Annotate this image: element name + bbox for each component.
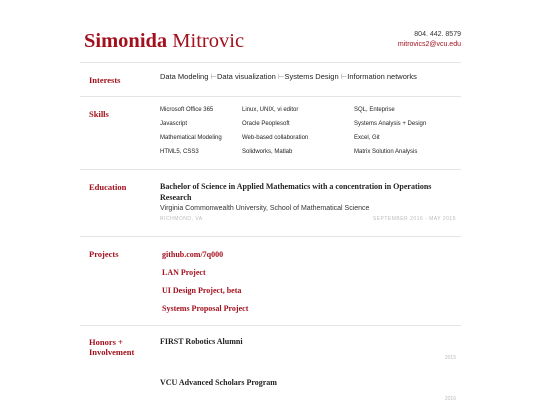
phone-number: 804. 442. 8579 <box>414 31 461 38</box>
skill-item: SQL, Enteprise <box>354 107 395 113</box>
contact-info <box>398 30 461 50</box>
skill-item: Microsoft Office 365 <box>160 107 214 113</box>
interests-section <box>80 62 461 96</box>
education-dates: SEPTEMBER 2016 - MAY 2015 <box>372 216 456 222</box>
honors-section <box>80 325 461 405</box>
honor-year: 2016 <box>444 396 456 402</box>
last-name: Mitrovic <box>172 30 245 52</box>
honor-year: 2015 <box>444 355 456 361</box>
project-link-systems-proposal[interactable]: Systems Proposal Project <box>162 304 249 313</box>
interest-item: Information networks <box>347 72 417 81</box>
project-link-lan[interactable]: LAN Project <box>162 268 206 277</box>
full-name <box>84 30 244 53</box>
skill-item: Oracle Peoplesoft <box>242 121 290 127</box>
skill-item: Solidworks, Matlab <box>242 149 293 155</box>
project-link-ui-design[interactable]: UI Design Project, beta <box>162 286 242 295</box>
interest-item: Systems Design <box>284 72 339 81</box>
skill-item: Systems Analysis + Design <box>354 121 427 127</box>
email-link[interactable]: mitrovics2@vcu.edu <box>397 41 461 48</box>
skill-item: Matrix Solution Analysis <box>354 149 418 155</box>
projects-title: Projects <box>89 249 119 259</box>
education-title: Education <box>89 182 127 192</box>
resume-header <box>84 30 461 60</box>
skill-item: Web-based collaboration <box>242 135 309 141</box>
honor-name: FIRST Robotics Alumni <box>160 337 243 346</box>
interests-title: Interests <box>89 75 121 85</box>
honors-title: Honors + Involvement <box>89 337 135 357</box>
honor-name: VCU Advanced Scholars Program <box>160 378 277 387</box>
skill-item: Mathematical Modeling <box>160 135 222 141</box>
skills-section <box>80 96 461 169</box>
skill-item: Javascript <box>160 121 188 127</box>
interest-item: Data visualization <box>217 72 276 81</box>
education-section <box>80 169 461 234</box>
interest-item: Data Modeling <box>160 72 209 81</box>
projects-section <box>80 236 461 324</box>
interest-separator: ⊢ <box>210 72 218 81</box>
first-name: Simonida <box>84 30 168 52</box>
school-location: RICHMOND, VA <box>160 216 203 222</box>
school-name: Virginia Commonwealth University, School of Mathematical Science <box>160 205 370 212</box>
interest-separator: ⊢ <box>340 72 348 81</box>
degree-title: Bachelor of Science in Applied Mathematics with a concentration in Operations Research <box>160 182 432 202</box>
skill-item: Excel, Git <box>354 135 380 141</box>
interest-list <box>160 72 417 81</box>
project-link-github[interactable]: github.com/7q000 <box>162 250 224 259</box>
skill-item: Linux, UNIX, vi editor <box>242 107 299 113</box>
skill-item: HTML5, CSS3 <box>160 149 199 155</box>
interest-separator: ⊢ <box>277 72 285 81</box>
skills-title: Skills <box>89 109 109 119</box>
